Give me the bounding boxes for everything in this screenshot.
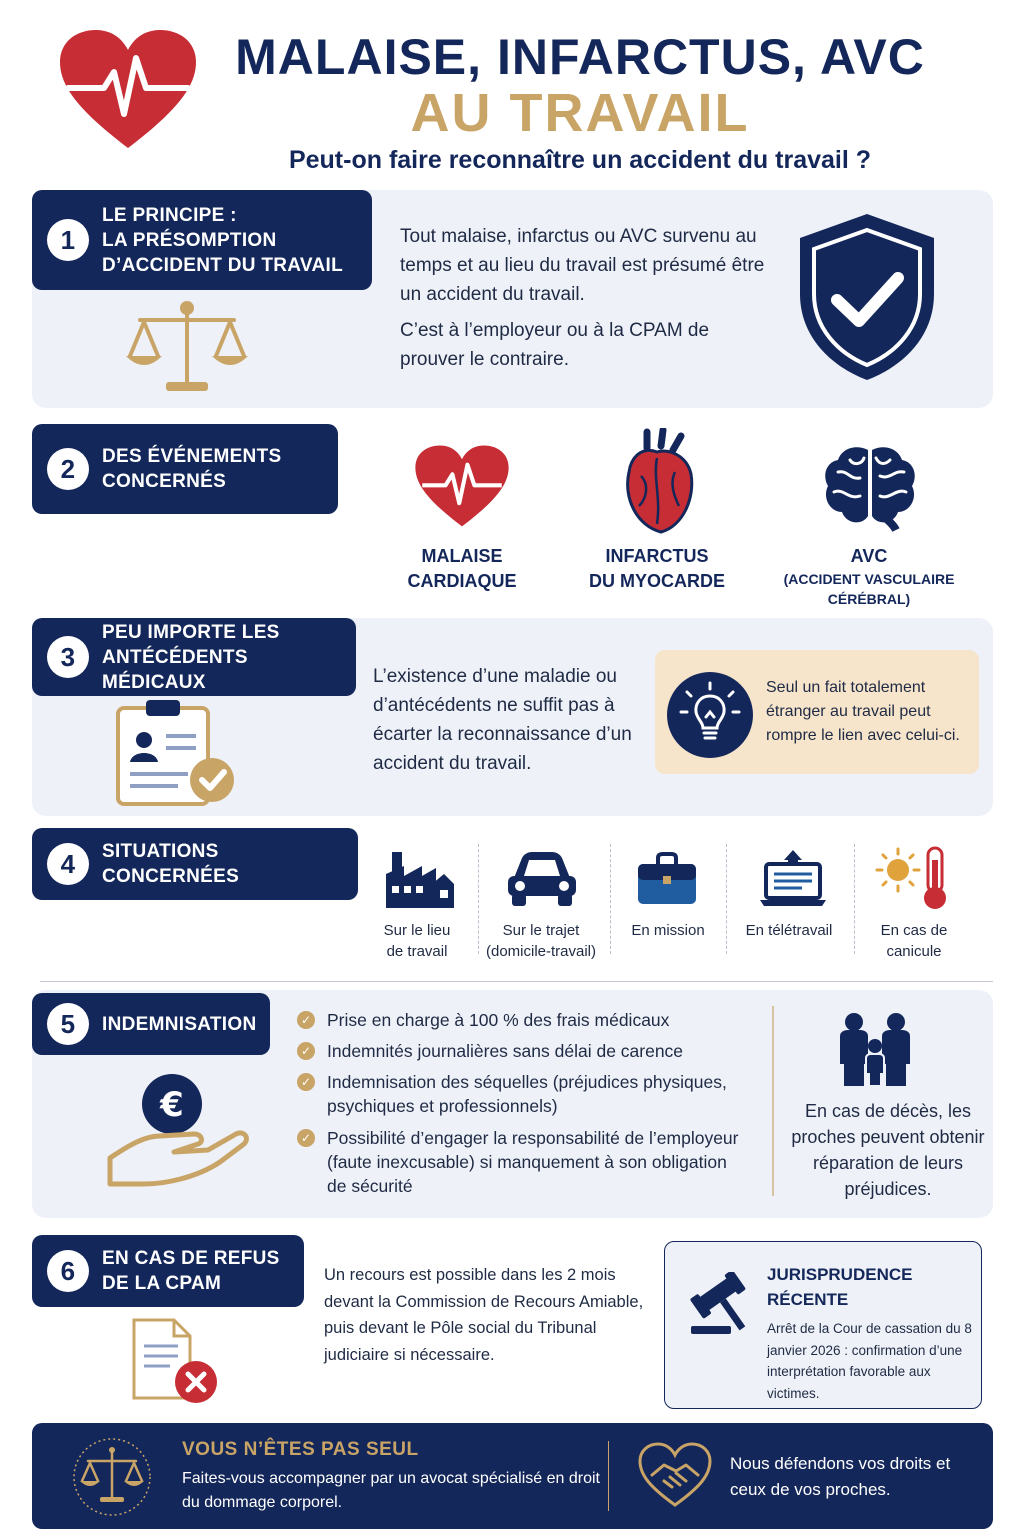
- section-title-line: EN CAS DE REFUS: [102, 1248, 280, 1269]
- check-icon: ✓: [297, 1042, 315, 1060]
- separator: [854, 844, 855, 954]
- situation-label: Sur le lieu de travail: [383, 922, 451, 960]
- scales-circle-icon: [70, 1433, 154, 1519]
- section-3-tag: [32, 618, 356, 696]
- section-5-tag: [32, 993, 270, 1055]
- benefit-item: ✓ Indemnisation des séquelles (préjudices physiques, psychiques et professionnels): [297, 1070, 737, 1118]
- section-title-line: PEU IMPORTE LES: [102, 621, 280, 643]
- divider: [40, 981, 993, 982]
- event-label: INFARCTUS DU MYOCARDE: [588, 546, 725, 591]
- scales-icon: [122, 298, 252, 398]
- section-6-tag: [32, 1235, 304, 1307]
- sun-thermometer-icon: [874, 844, 956, 912]
- section-title-line: DE LA CPAM: [102, 1273, 222, 1294]
- anatomical-heart-icon: [617, 428, 699, 536]
- section-2-tag: [32, 424, 338, 514]
- principle-text: Tout malaise, infarctus ou AVC survenu au temps et au lieu du travail est présumé être un accident du travail.: [400, 226, 765, 305]
- factory-icon: [384, 846, 456, 910]
- benefit-item: ✓ Possibilité d’engager la responsabilité de l’employeur (faute inexcusable) si manquement à son obligation de sécurité: [297, 1126, 745, 1198]
- separator: [726, 844, 727, 954]
- family-icon: [836, 1012, 914, 1088]
- benefit-item: ✓ Prise en charge à 100 % des frais médicaux: [297, 1008, 737, 1032]
- section-number: 4: [47, 843, 89, 885]
- death-text: En cas de décès, les proches peuvent obtenir réparation de leurs préjudices.: [791, 1101, 985, 1199]
- section-indemnisation: [32, 990, 993, 1218]
- car-icon: [504, 850, 580, 908]
- section-number: 1: [47, 219, 89, 261]
- document-refused-icon: [130, 1318, 222, 1406]
- section-antecedents: [32, 618, 993, 816]
- check-icon: ✓: [297, 1129, 315, 1147]
- tip-text: Seul un fait totalement étranger au travail peut rompre le lien avec celui-ci.: [766, 679, 960, 744]
- footer-text: Faites-vous accompagner par un avocat spécialisé en droit du dommage corporel.: [182, 1470, 600, 1511]
- gavel-icon: [685, 1272, 761, 1338]
- refus-text: Un recours est possible dans les 2 mois devant la Commission de Recours Amiable, puis devant le Pôle social du Tribunal judiciaire si nécessaire.: [324, 1266, 644, 1364]
- benefit-item: ✓ Indemnités journalières sans délai de carence: [297, 1039, 737, 1063]
- jurisprudence-title: JURISPRUDENCE RÉCENTE: [767, 1265, 913, 1309]
- event-label: MALAISE CARDIAQUE: [407, 546, 517, 591]
- page-subtitle: Peut-on faire reconnaître un accident du travail ?: [288, 146, 872, 174]
- antecedents-text: L’existence d’une maladie ou d’antécédents ne suffit pas à écarter la reconnaissance d’un accident du travail.: [373, 666, 632, 774]
- laptop-home-icon: [758, 846, 828, 908]
- event-label: AVC (ACCIDENT VASCULAIRE CÉRÉBRAL): [783, 546, 955, 607]
- separator: [608, 1441, 609, 1511]
- section-title-line: D’ACCIDENT DU TRAVAIL: [102, 254, 343, 276]
- heart-pulse-icon: [414, 444, 510, 530]
- section-1-tag: [32, 190, 372, 290]
- footer-title: VOUS N’ÊTES PAS SEUL: [182, 1439, 419, 1460]
- section-number: 6: [47, 1250, 89, 1292]
- lightbulb-icon: [667, 672, 753, 758]
- clipboard-check-icon: [112, 698, 240, 808]
- jurisprudence-text: Arrêt de la Cour de cassation du 8 janvier 2026 : confirmation d’une interprétation favorable aux victimes.: [767, 1321, 972, 1401]
- section-title-line: ANTÉCÉDENTS MÉDICAUX: [102, 646, 248, 693]
- situation-label: En cas de canicule: [880, 922, 948, 960]
- footer-banner: [32, 1423, 993, 1529]
- briefcase-icon: [636, 852, 698, 906]
- separator: [772, 1006, 774, 1196]
- euro-hand-icon: [104, 1072, 254, 1192]
- heart-pulse-icon: [58, 28, 198, 153]
- section-title: SITUATIONS CONCERNÉES: [102, 841, 240, 887]
- check-icon: ✓: [297, 1073, 315, 1091]
- section-evenements: [32, 420, 993, 610]
- section-title: INDEMNISATION: [102, 1013, 257, 1035]
- principle-proof-text: C’est à l’employeur ou à la CPAM de prouver le contraire.: [400, 320, 710, 370]
- section-4-tag: [32, 828, 358, 900]
- section-refus: [32, 1232, 993, 1416]
- svg-text:€: €: [160, 1085, 184, 1125]
- section-title-line: CONCERNÉS: [102, 471, 227, 492]
- brain-icon: [820, 442, 920, 532]
- situation-label: En télétravail: [745, 922, 833, 939]
- section-number: 2: [47, 448, 89, 490]
- section-title-line: LE PRINCIPE :: [102, 204, 237, 226]
- jurisprudence-box: [664, 1241, 982, 1409]
- section-principe: [32, 190, 993, 408]
- situation-label: En mission: [631, 922, 705, 939]
- section-number: 3: [47, 636, 89, 678]
- shield-check-icon: [792, 208, 942, 386]
- page-title-line1: MALAISE, INFARCTUS, AVC: [235, 29, 925, 85]
- section-number: 5: [47, 1003, 89, 1045]
- check-icon: ✓: [297, 1011, 315, 1029]
- footer-right-text: Nous défendons vos droits et ceux de vos proches.: [730, 1454, 951, 1499]
- tip-box: [655, 650, 979, 774]
- separator: [610, 844, 611, 954]
- situation-label: Sur le trajet (domicile-travail): [485, 922, 597, 960]
- section-situations: [32, 826, 993, 976]
- page-title-line2: AU TRAVAIL: [410, 83, 750, 143]
- section-title-line: DES ÉVÉNEMENTS: [102, 446, 282, 467]
- section-title-line: LA PRÉSOMPTION: [102, 229, 277, 251]
- handshake-heart-icon: [638, 1441, 712, 1511]
